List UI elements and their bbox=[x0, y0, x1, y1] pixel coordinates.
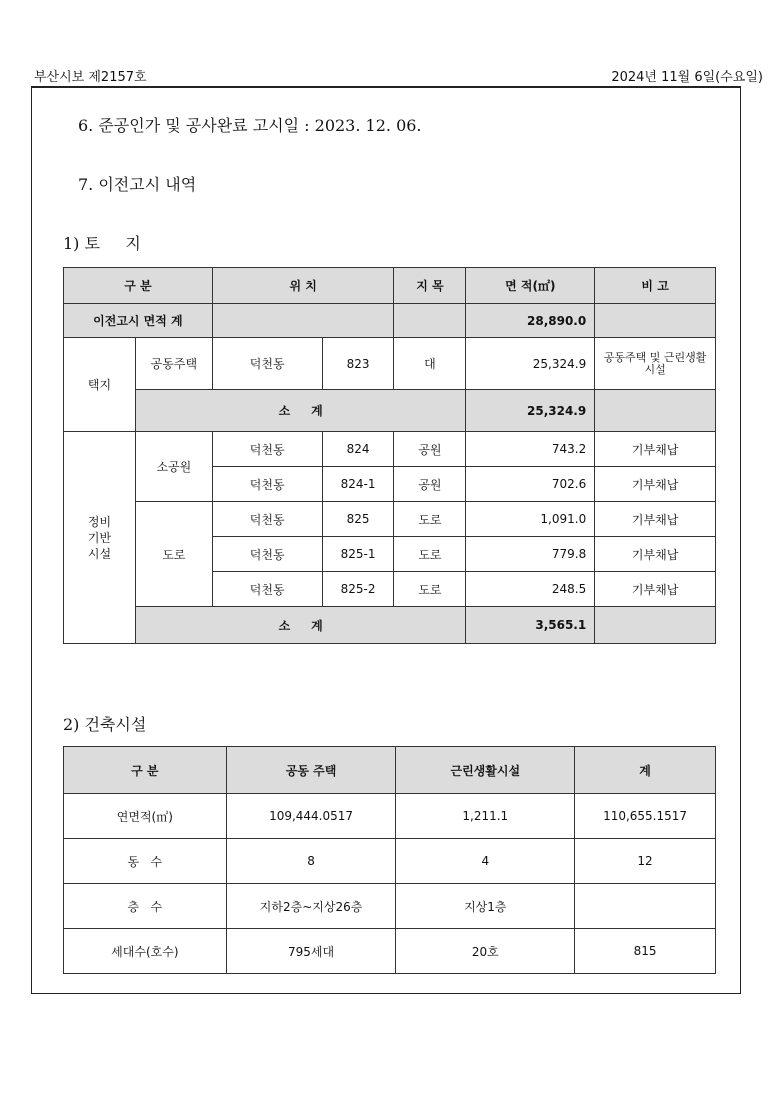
taekji-sub: 공동주택 bbox=[135, 338, 212, 390]
table-row bbox=[64, 432, 716, 467]
lot-cell: 824-1 bbox=[322, 467, 394, 502]
header-category: 구 분 bbox=[64, 268, 213, 304]
lot-cell: 825-1 bbox=[322, 537, 394, 572]
area-cell: 25,324.9 bbox=[466, 338, 595, 390]
dong-cell: 덕천동 bbox=[212, 338, 322, 390]
building-table bbox=[63, 746, 716, 974]
area-cell: 1,091.0 bbox=[466, 502, 595, 537]
lot-cell: 823 bbox=[322, 338, 394, 390]
subtotal-area: 3,565.1 bbox=[466, 607, 595, 644]
lot-cell: 824 bbox=[322, 432, 394, 467]
land-section-title: 1) 토 지 bbox=[63, 234, 141, 253]
jimok-cell: 도로 bbox=[394, 537, 466, 572]
note-cell: 기부채납 bbox=[595, 467, 716, 502]
gazette-issue: 부산시보 제2157호 bbox=[34, 70, 147, 85]
total-area: 28,890.0 bbox=[466, 304, 595, 338]
total-label: 이전고시 면적 계 bbox=[64, 304, 213, 338]
dong-cell: 덕천동 bbox=[212, 467, 322, 502]
table-cell: 지하2층~지상26층 bbox=[226, 884, 396, 929]
table-row bbox=[64, 839, 716, 884]
header-neighborhood: 근린생활시설 bbox=[396, 747, 575, 794]
dong-cell: 덕천동 bbox=[212, 572, 322, 607]
land-table bbox=[63, 267, 716, 644]
row-label: 층 수 bbox=[64, 884, 227, 929]
transfer-notice-heading: 7. 이전고시 내역 bbox=[78, 175, 197, 194]
jimok-cell: 공원 bbox=[394, 432, 466, 467]
table-header-row bbox=[64, 268, 716, 304]
jimok-cell: 대 bbox=[394, 338, 466, 390]
table-cell: 12 bbox=[575, 839, 716, 884]
header-note: 비 고 bbox=[595, 268, 716, 304]
table-cell: 8 bbox=[226, 839, 396, 884]
row-label: 세대수(호수) bbox=[64, 929, 227, 974]
lot-cell: 825-2 bbox=[322, 572, 394, 607]
total-row bbox=[64, 304, 716, 338]
area-cell: 702.6 bbox=[466, 467, 595, 502]
header-jimok: 지 목 bbox=[394, 268, 466, 304]
table-cell: 795세대 bbox=[226, 929, 396, 974]
area-cell: 743.2 bbox=[466, 432, 595, 467]
note-cell: 기부채납 bbox=[595, 502, 716, 537]
table-cell: 지상1층 bbox=[396, 884, 575, 929]
dong-cell: 덕천동 bbox=[212, 432, 322, 467]
subtotal-label: 소 계 bbox=[135, 607, 465, 644]
park-group-label: 소공원 bbox=[135, 432, 212, 502]
completion-date-heading: 6. 준공인가 및 공사완료 고시일 : 2023. 12. 06. bbox=[78, 116, 422, 135]
gazette-date: 2024년 11월 6일(수요일) bbox=[611, 70, 763, 85]
table-cell: 815 bbox=[575, 929, 716, 974]
area-cell: 248.5 bbox=[466, 572, 595, 607]
table-row bbox=[64, 929, 716, 974]
building-section-title: 2) 건축시설 bbox=[63, 715, 147, 734]
taekji-label: 택지 bbox=[64, 338, 136, 432]
jimok-cell: 공원 bbox=[394, 467, 466, 502]
jimok-cell: 도로 bbox=[394, 502, 466, 537]
table-cell: 110,655.1517 bbox=[575, 794, 716, 839]
lot-cell: 825 bbox=[322, 502, 394, 537]
header-category: 구 분 bbox=[64, 747, 227, 794]
table-cell: 109,444.0517 bbox=[226, 794, 396, 839]
table-cell bbox=[575, 884, 716, 929]
header-apartment: 공동 주택 bbox=[226, 747, 396, 794]
jimok-cell: 도로 bbox=[394, 572, 466, 607]
row-label: 연면적(㎡) bbox=[64, 794, 227, 839]
header-location: 위 치 bbox=[212, 268, 394, 304]
table-row bbox=[64, 338, 716, 390]
table-row bbox=[64, 884, 716, 929]
dong-cell: 덕천동 bbox=[212, 537, 322, 572]
table-row bbox=[64, 794, 716, 839]
row-label: 동 수 bbox=[64, 839, 227, 884]
table-cell: 20호 bbox=[396, 929, 575, 974]
area-cell: 779.8 bbox=[466, 537, 595, 572]
note-cell: 기부채납 bbox=[595, 572, 716, 607]
note-cell: 기부채납 bbox=[595, 432, 716, 467]
table-row bbox=[64, 502, 716, 537]
taekji-subtotal-row bbox=[64, 390, 716, 432]
header-area: 면 적(㎡) bbox=[466, 268, 595, 304]
note-cell: 기부채납 bbox=[595, 537, 716, 572]
dong-cell: 덕천동 bbox=[212, 502, 322, 537]
subtotal-area: 25,324.9 bbox=[466, 390, 595, 432]
infra-subtotal-row bbox=[64, 607, 716, 644]
table-header-row bbox=[64, 747, 716, 794]
subtotal-label: 소 계 bbox=[135, 390, 465, 432]
note-cell: 공동주택 및 근린생활시설 bbox=[595, 338, 716, 390]
infra-label: 정비 기반 시설 bbox=[64, 432, 136, 644]
header-total: 계 bbox=[575, 747, 716, 794]
table-cell: 4 bbox=[396, 839, 575, 884]
table-cell: 1,211.1 bbox=[396, 794, 575, 839]
road-group-label: 도로 bbox=[135, 502, 212, 607]
